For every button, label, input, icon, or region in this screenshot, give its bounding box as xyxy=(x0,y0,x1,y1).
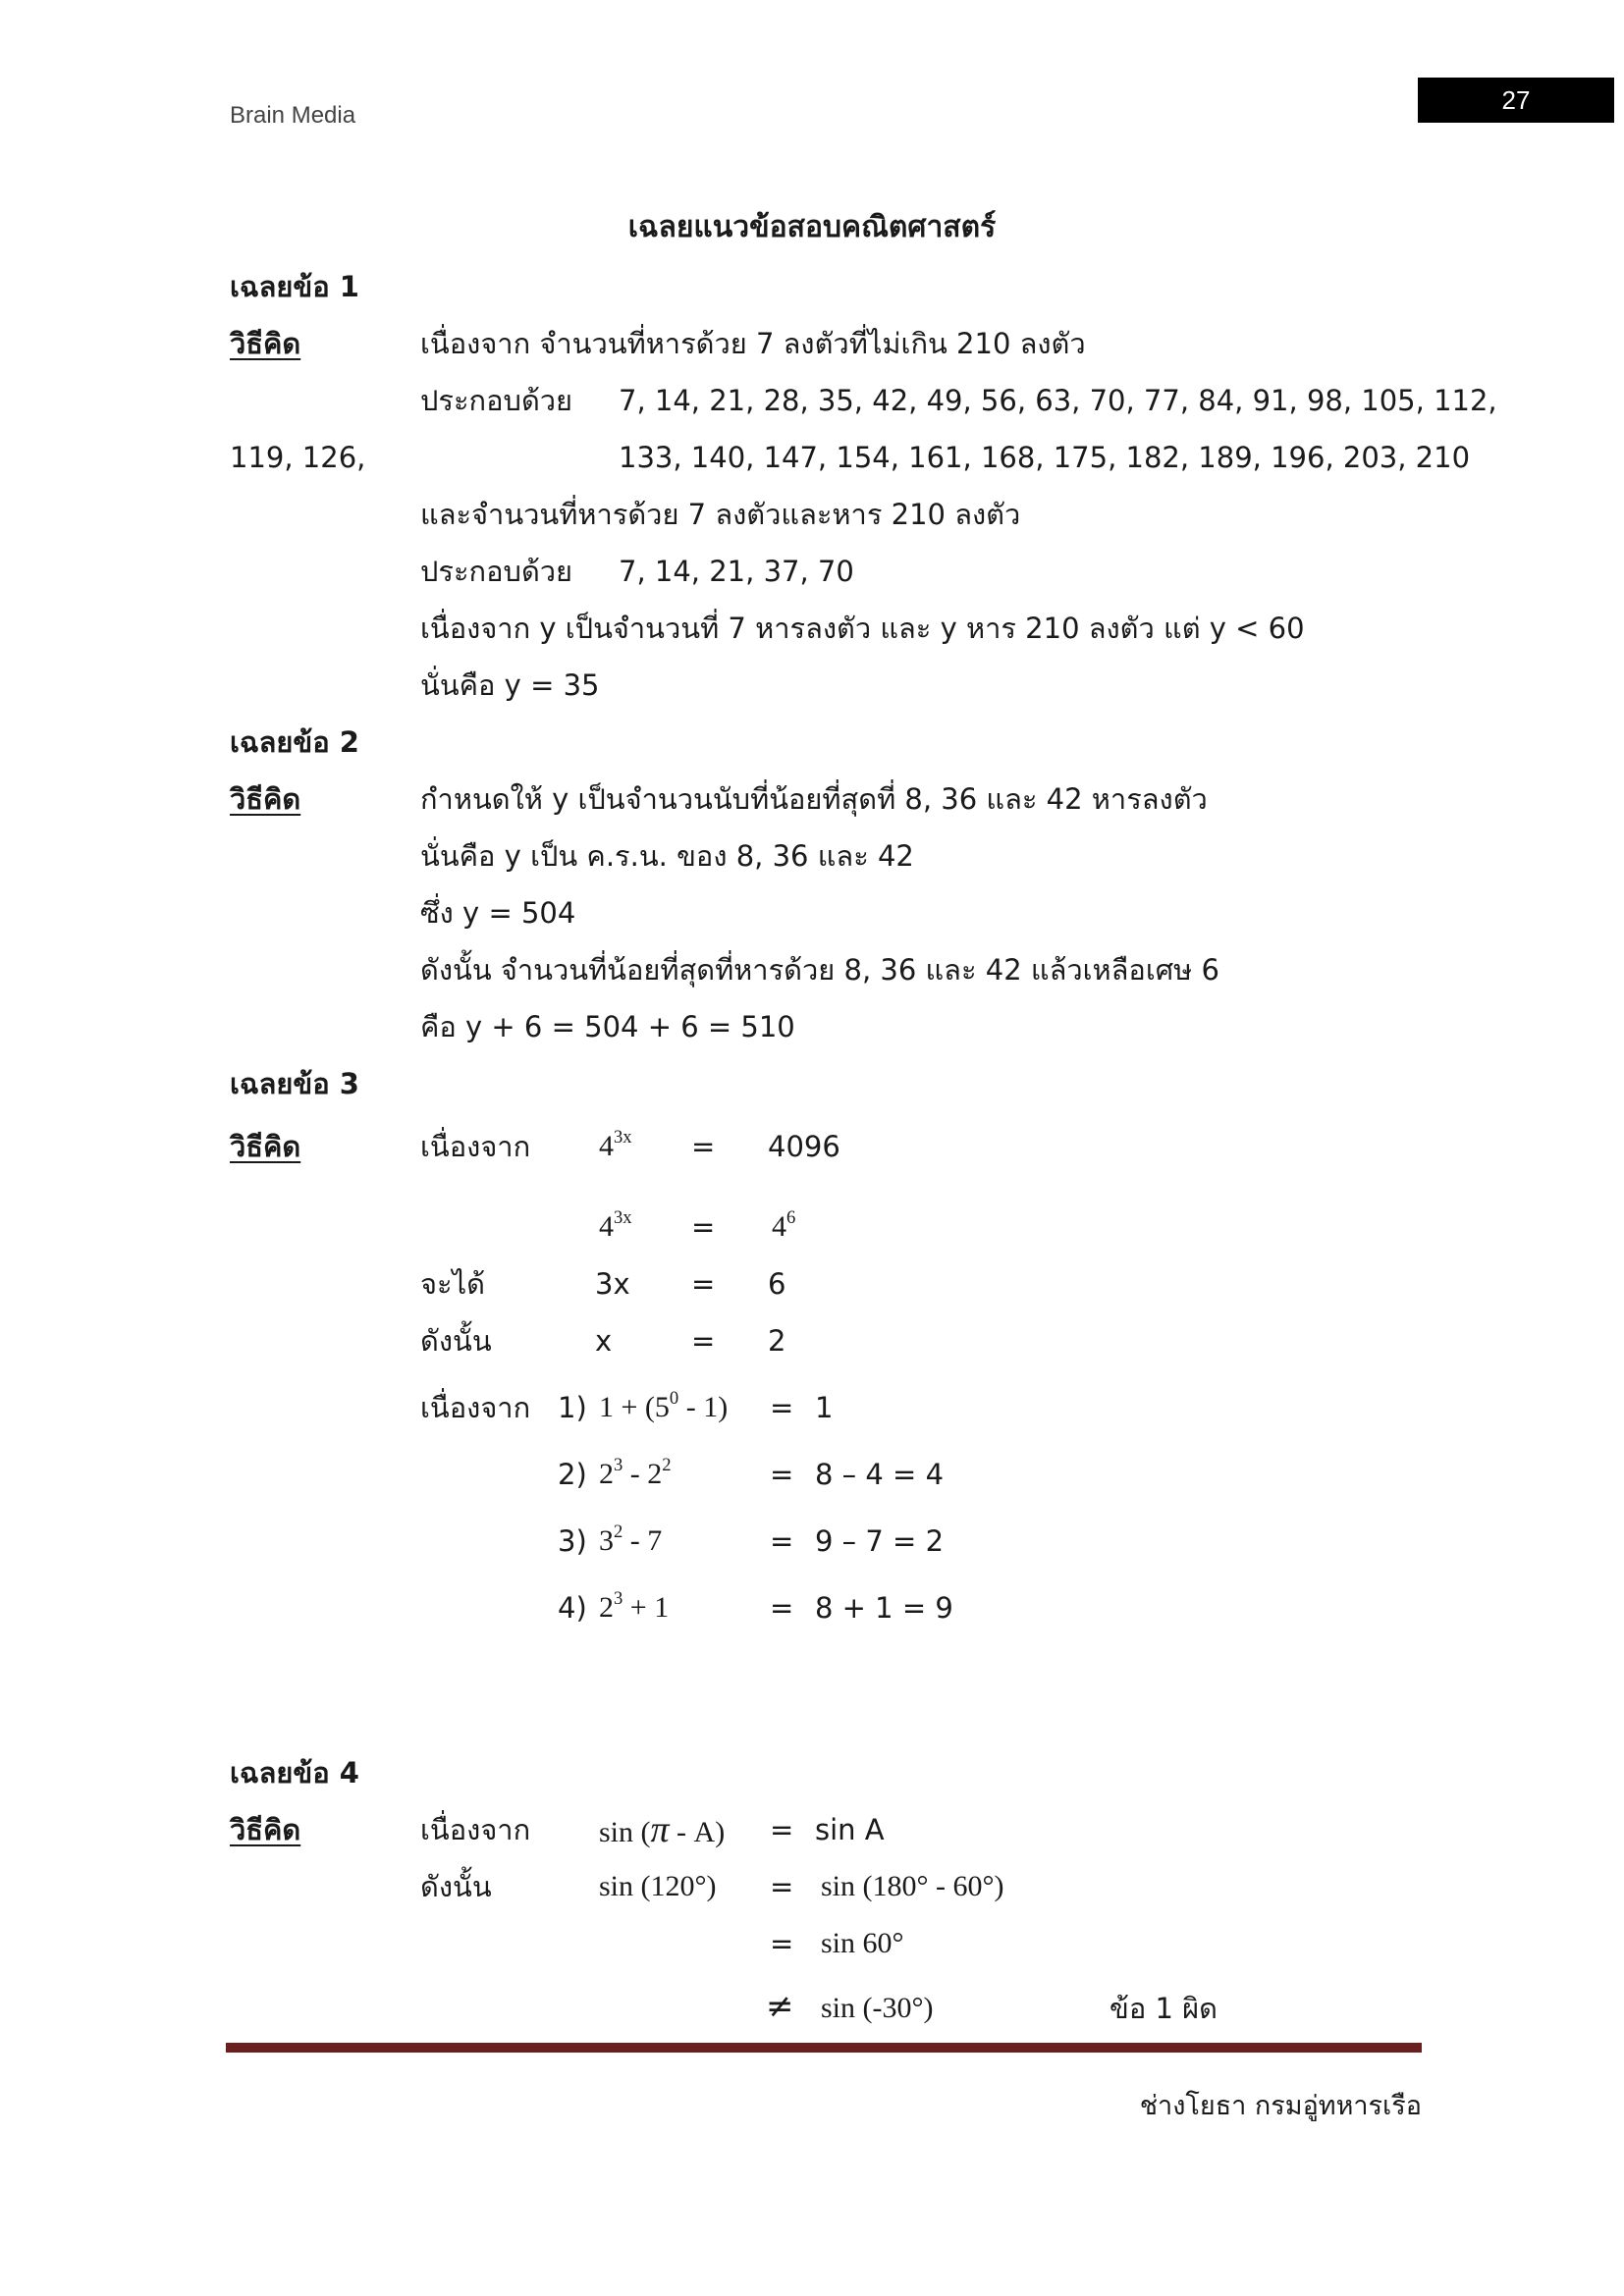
page-title: เฉลยแนวข้อสอบคณิตศาสตร์ xyxy=(627,210,997,244)
q3-row-1-rhs: 4096 xyxy=(768,1130,840,1163)
q1-method-label: วิธีคิด xyxy=(230,327,301,360)
q3-method-label: วิธีคิด xyxy=(230,1130,301,1163)
q3-option-2-number: 2) xyxy=(558,1458,587,1491)
page-number-box xyxy=(1418,78,1614,123)
q3-heading: เฉลยข้อ 3 xyxy=(230,1067,359,1100)
q4-row-3-rhs: sin 60° xyxy=(821,1927,904,1959)
q1-line-4: และจำนวนที่หารด้วย 7 ลงตัวและหาร 210 ลงตัว xyxy=(420,498,1021,531)
q3-row-1-lhs: $4^{3x}$ xyxy=(599,1126,632,1162)
q3-options-since-label: เนื่องจาก xyxy=(420,1391,531,1424)
q3-row-4-eq: = xyxy=(691,1324,716,1358)
q3-option-2-result: 8 – 4 = 4 xyxy=(815,1458,945,1491)
q4-heading: เฉลยข้อ 4 xyxy=(230,1756,359,1789)
q4-row-4-note: ข้อ 1 ผิด xyxy=(1110,1992,1218,2025)
q3-option-1-number: 1) xyxy=(558,1391,587,1424)
q1-line-5-values: 7, 14, 21, 37, 70 xyxy=(619,555,854,588)
q2-line-4: ดังนั้น จำนวนที่น้อยที่สุดที่หารด้วย 8, 36 และ 42 แล้วเหลือเศษ 6 xyxy=(420,953,1219,987)
q3-option-3-eq: = xyxy=(770,1524,794,1558)
q3-option-3-number: 3) xyxy=(558,1524,587,1558)
q3-option-2-eq: = xyxy=(770,1458,794,1491)
q4-therefore-label: ดังนั้น xyxy=(420,1870,492,1903)
q2-line-1: กำหนดให้ y เป็นจำนวนนับที่น้อยที่สุดที่ 8, 36 และ 42 หารลงตัว xyxy=(420,782,1208,816)
q2-line-3: ซึ่ง y = 504 xyxy=(420,896,576,930)
footer-text: ช่างโยธา กรมอู่ทหารเรือ xyxy=(1139,2091,1422,2121)
q4-row-1-rhs: sin A xyxy=(815,1813,885,1846)
q2-method-label: วิธีคิด xyxy=(230,782,301,816)
q3-option-4-result: 8 + 1 = 9 xyxy=(815,1591,953,1625)
q1-line-2-values: 7, 14, 21, 28, 35, 42, 49, 56, 63, 70, 77, 84, 91, 98, 105, 112, xyxy=(619,384,1497,417)
q4-since-label: เนื่องจาก xyxy=(420,1813,531,1846)
q3-since-label: เนื่องจาก xyxy=(420,1130,531,1163)
q3-row-3-eq: = xyxy=(691,1267,716,1301)
q3-option-1-result: 1 xyxy=(815,1391,834,1424)
header-brand: Brain Media xyxy=(230,102,356,129)
footer-divider xyxy=(226,2043,1422,2053)
q1-line-3-left: 119, 126, xyxy=(230,441,366,474)
q4-row-2-rhs: sin (180° - 60°) xyxy=(821,1870,1004,1902)
q3-row-1-eq: = xyxy=(691,1130,716,1163)
q3-option-4-number: 4) xyxy=(558,1591,587,1625)
q1-line-6: เนื่องจาก y เป็นจำนวนที่ 7 หารลงตัว และ y หาร 210 ลงตัว แต่ y < 60 xyxy=(420,612,1305,645)
q3-option-3-expr: $3^2 - 7$ xyxy=(599,1521,663,1557)
q4-method-label: วิธีคิด xyxy=(230,1813,301,1846)
q2-heading: เฉลยข้อ 2 xyxy=(230,725,359,759)
q3-option-2-expr: $2^3 - 2^2$ xyxy=(599,1454,672,1490)
q3-row-4-rhs: 2 xyxy=(768,1324,786,1358)
q1-line-2-label: ประกอบด้วย xyxy=(420,384,573,417)
q2-line-2: นั่นคือ y เป็น ค.ร.น. ของ 8, 36 และ 42 xyxy=(420,839,914,873)
q2-line-5: คือ y + 6 = 504 + 6 = 510 xyxy=(420,1010,795,1043)
q4-row-4-neq: ≠ xyxy=(766,1987,794,2026)
q3-row-2-lhs: $4^{3x}$ xyxy=(599,1206,632,1243)
q4-row-3-eq: = xyxy=(770,1927,794,1960)
q3-row-2-rhs: $4^6$ xyxy=(772,1206,796,1243)
q1-heading: เฉลยข้อ 1 xyxy=(230,270,359,303)
q3-option-1-expr: $1 + (5^0 - 1)$ xyxy=(599,1387,729,1423)
q3-so-get-label: จะได้ xyxy=(420,1267,485,1301)
q3-row-2-eq: = xyxy=(691,1210,716,1244)
q3-option-3-result: 9 – 7 = 2 xyxy=(815,1524,945,1558)
q4-row-2-lhs: sin (120°) xyxy=(599,1870,717,1902)
q4-row-4-rhs: sin (-30°) xyxy=(821,1992,934,2024)
pi-symbol: π xyxy=(650,1809,670,1850)
q1-line-5-label: ประกอบด้วย xyxy=(420,555,573,588)
q3-row-3-rhs: 6 xyxy=(768,1267,786,1301)
q1-line-7: นั่นคือ y = 35 xyxy=(420,668,600,702)
q3-option-4-eq: = xyxy=(770,1591,794,1625)
q4-row-1-eq: = xyxy=(770,1813,794,1846)
q3-option-1-eq: = xyxy=(770,1391,794,1424)
q3-row-3-lhs: 3x xyxy=(595,1267,630,1301)
q4-row-2-eq: = xyxy=(770,1870,794,1903)
q1-line-1: เนื่องจาก จำนวนที่หารด้วย 7 ลงตัวที่ไม่เกิน 210 ลงตัว xyxy=(420,327,1086,360)
q4-row-1-lhs: sin (π - A) xyxy=(599,1809,726,1850)
q3-option-4-expr: $2^3 + 1$ xyxy=(599,1587,670,1624)
page-number: 27 xyxy=(1501,85,1531,115)
q1-line-3-values: 133, 140, 147, 154, 161, 168, 175, 182, 189, 196, 203, 210 xyxy=(619,441,1471,474)
q3-row-4-lhs: x xyxy=(595,1324,613,1358)
q3-therefore-label: ดังนั้น xyxy=(420,1324,492,1358)
